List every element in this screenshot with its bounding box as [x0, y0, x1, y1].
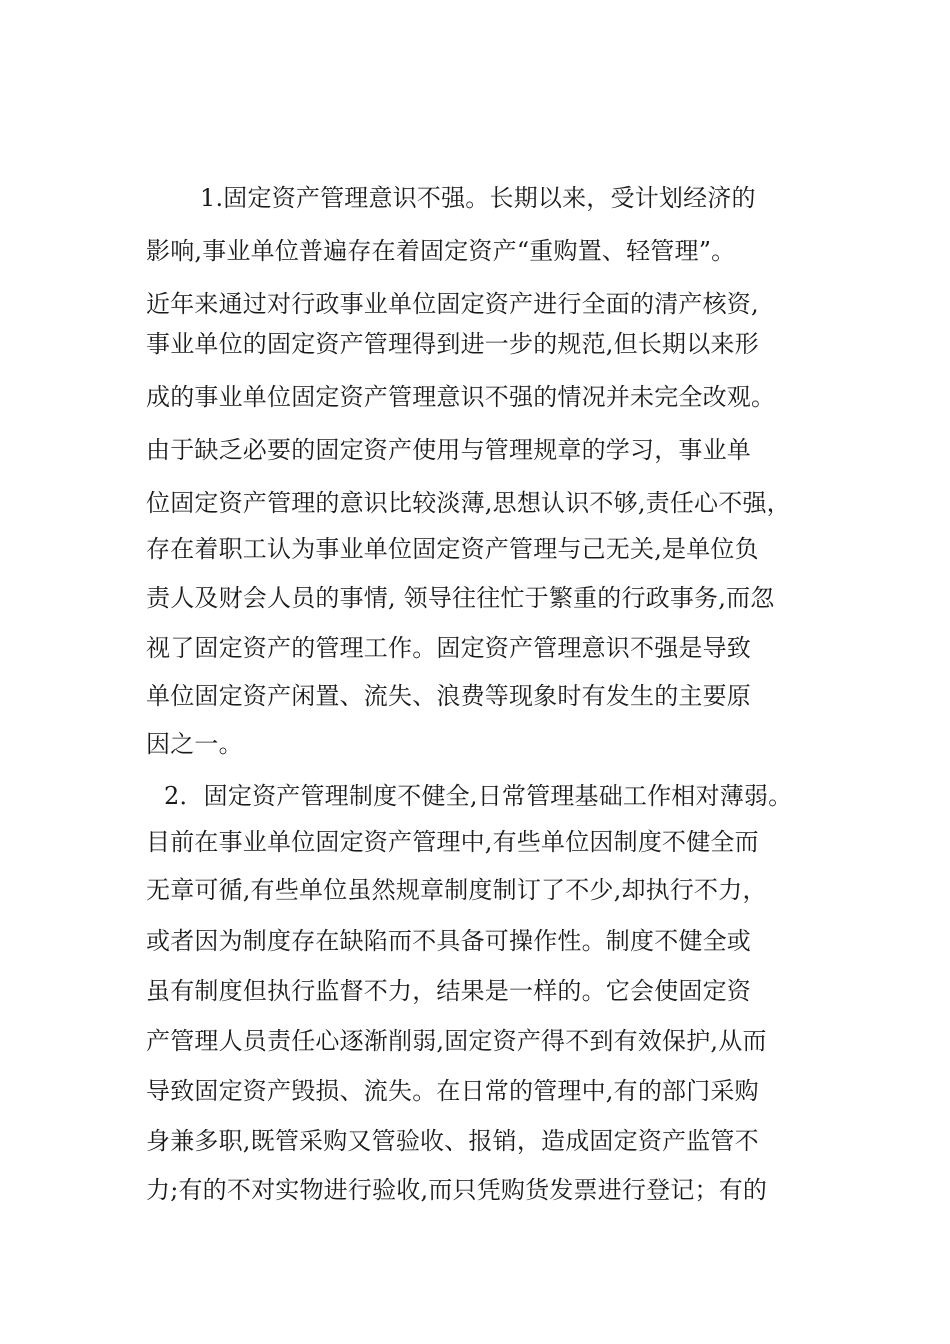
text-line: 位固定资产管理的意识比较淡薄,思想认识不够,责任心不强，	[146, 489, 791, 517]
text-line: 事业单位的固定资产管理得到进一步的规范,但长期以来形	[146, 330, 759, 358]
text-line: 单位固定资产闲置、流失、浪费等现象时有发生的主要原	[146, 682, 751, 710]
text-line: 影响,事业单位普遍存在着固定资产“重购置、轻管理”。	[146, 237, 736, 265]
text-line: 近年来通过对行政事业单位固定资产进行全面的清产核资,	[146, 290, 759, 318]
text-line: 由于缺乏必要的固定资产使用与管理规章的学习，事业单	[146, 436, 751, 464]
text-line: 力;有的不对实物进行验收,而只凭购货发票进行登记；有的	[146, 1176, 768, 1204]
text-line: 产管理人员责任心逐渐削弱,固定资产得不到有效保护,从而	[146, 1027, 767, 1055]
text-line: 身兼多职,既管采购又管验收、报销，造成固定资产监管不	[146, 1127, 759, 1155]
text-line: 存在着职工认为事业单位固定资产管理与己无关,是单位负	[146, 535, 759, 563]
text-line: 因之一。	[146, 730, 243, 758]
text-line: 视了固定资产的管理工作。固定资产管理意识不强是导致	[146, 634, 751, 662]
text-line: 1.固定资产管理意识不强。长期以来，受计划经济的	[200, 184, 756, 212]
text-line: 责人及财会人员的事情, 领导往往忙于繁重的行政事务,而忽	[146, 584, 775, 612]
text-line: 导致固定资产毁损、流失。在日常的管理中,有的部门采购	[146, 1077, 759, 1105]
text-line: 无章可循,有些单位虽然规章制度制订了不少,却执行不力，	[146, 876, 767, 904]
text-line: 虽有制度但执行监督不力，结果是一样的。它会使固定资	[146, 977, 751, 1005]
text-line: 或者因为制度存在缺陷而不具备可操作性。制度不健全或	[146, 927, 751, 955]
text-line: 成的事业单位固定资产管理意识不强的情况并未完全改观。	[146, 383, 776, 411]
text-line: 2．固定资产管理制度不健全,日常管理基础工作相对薄弱。	[164, 782, 793, 810]
text-line: 目前在事业单位固定资产管理中,有些单位因制度不健全而	[146, 828, 759, 856]
